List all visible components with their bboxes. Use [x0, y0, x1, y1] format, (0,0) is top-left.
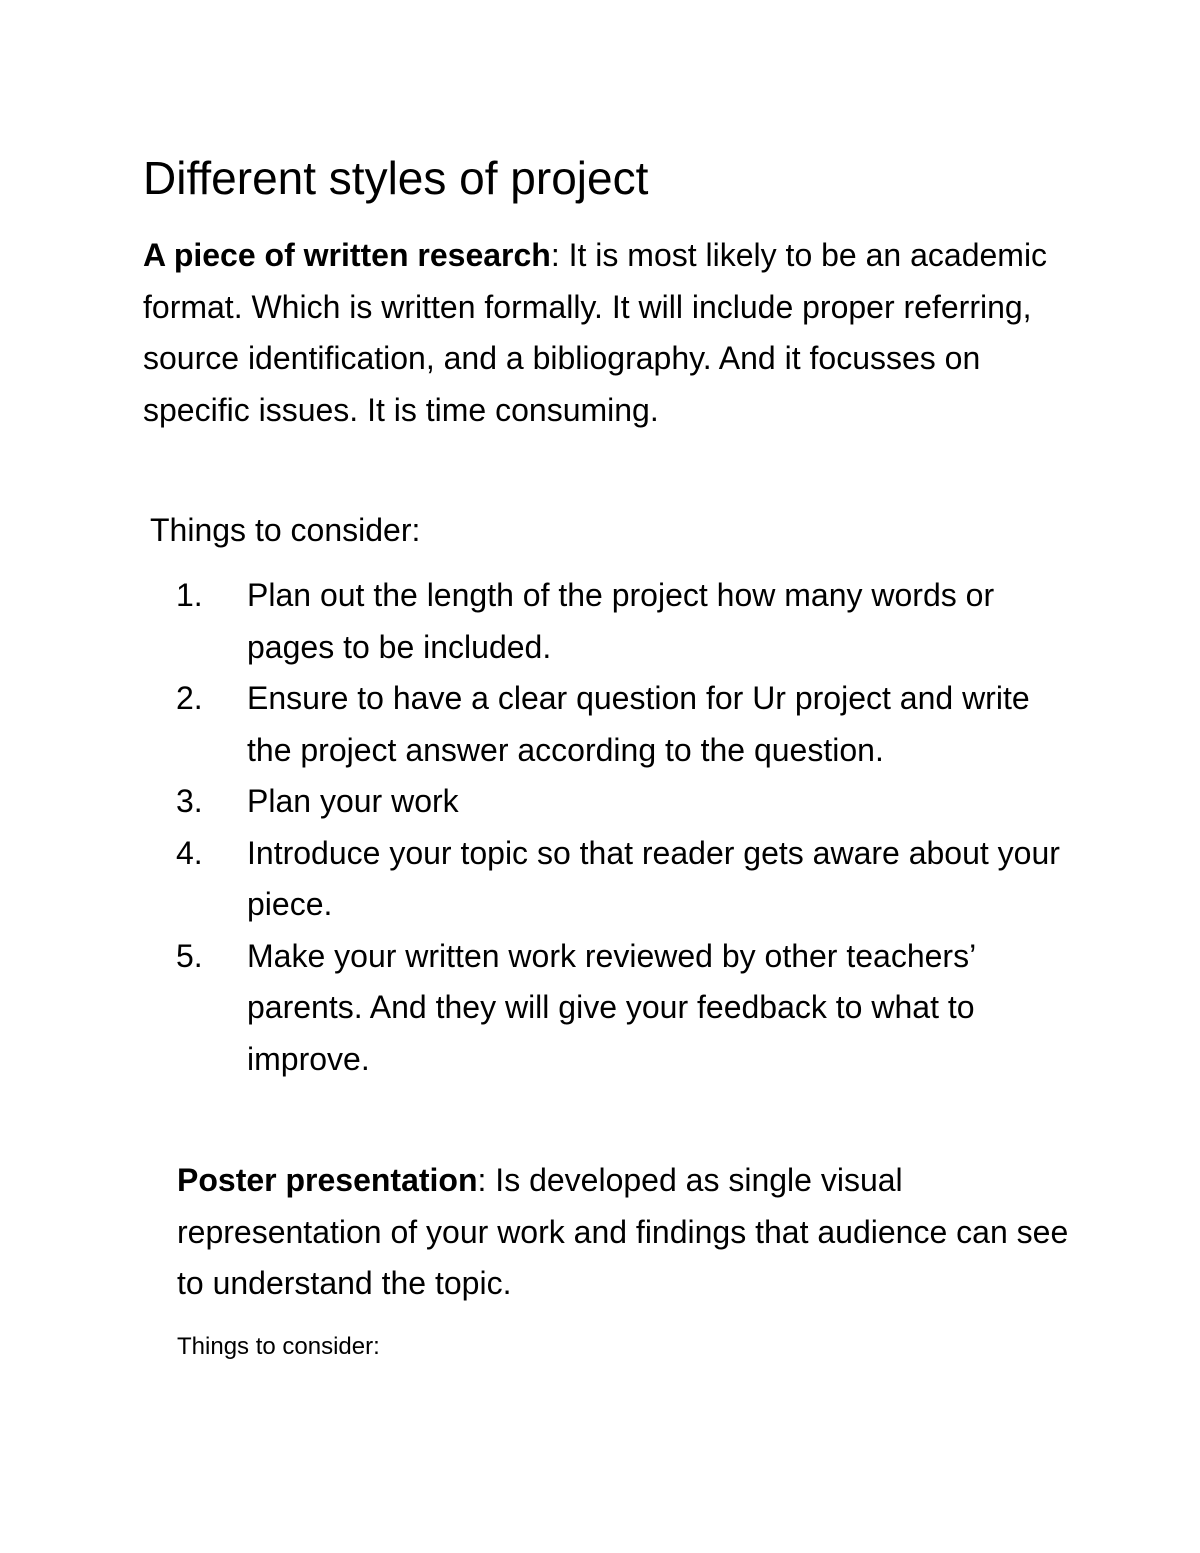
list-item-number: 4. — [176, 834, 203, 871]
written-research-description: : It is most likely to be an academic format. Which is written formally. It will include proper referring, source identification, and a bibliography. And it focusses on specific issues. It is time consuming. — [143, 237, 1048, 428]
list-item-text: Make your written work reviewed by other teachers’ parents. And they will give your feedback to what to improve. — [247, 937, 975, 1077]
list-item — [0, 931, 1067, 1086]
list-item-number: 5. — [176, 937, 203, 974]
page-title: Different styles of project — [143, 152, 649, 204]
things-to-consider-label: Things to consider: — [150, 512, 421, 548]
written-research-paragraph — [143, 230, 1083, 436]
list-item-number: 1. — [176, 577, 203, 613]
list-item — [0, 570, 1067, 673]
list-item-text: Ensure to have a clear question for Ur project and write the project answer according to the question. — [247, 680, 1030, 768]
things-to-consider-label-2: Things to consider: — [177, 1333, 380, 1360]
list-item — [0, 673, 1067, 776]
poster-presentation-paragraph — [177, 1155, 1077, 1310]
list-item-text: Plan your work — [247, 783, 459, 819]
considerations-list — [0, 570, 1200, 1085]
list-item-number: 2. — [176, 680, 203, 716]
list-item-number: 3. — [176, 783, 203, 819]
poster-presentation-term: Poster presentation — [177, 1162, 478, 1198]
list-item-text: Introduce your topic so that reader gets aware about your piece. — [247, 834, 1060, 922]
list-item — [0, 828, 1067, 931]
poster-presentation-description: : Is developed as single visual representation of your work and findings that audience can see to understand the topic. — [177, 1162, 1069, 1301]
list-item — [0, 776, 1067, 828]
list-item-text: Plan out the length of the project how many words or pages to be included. — [247, 577, 995, 665]
written-research-term: A piece of written research — [143, 237, 551, 273]
